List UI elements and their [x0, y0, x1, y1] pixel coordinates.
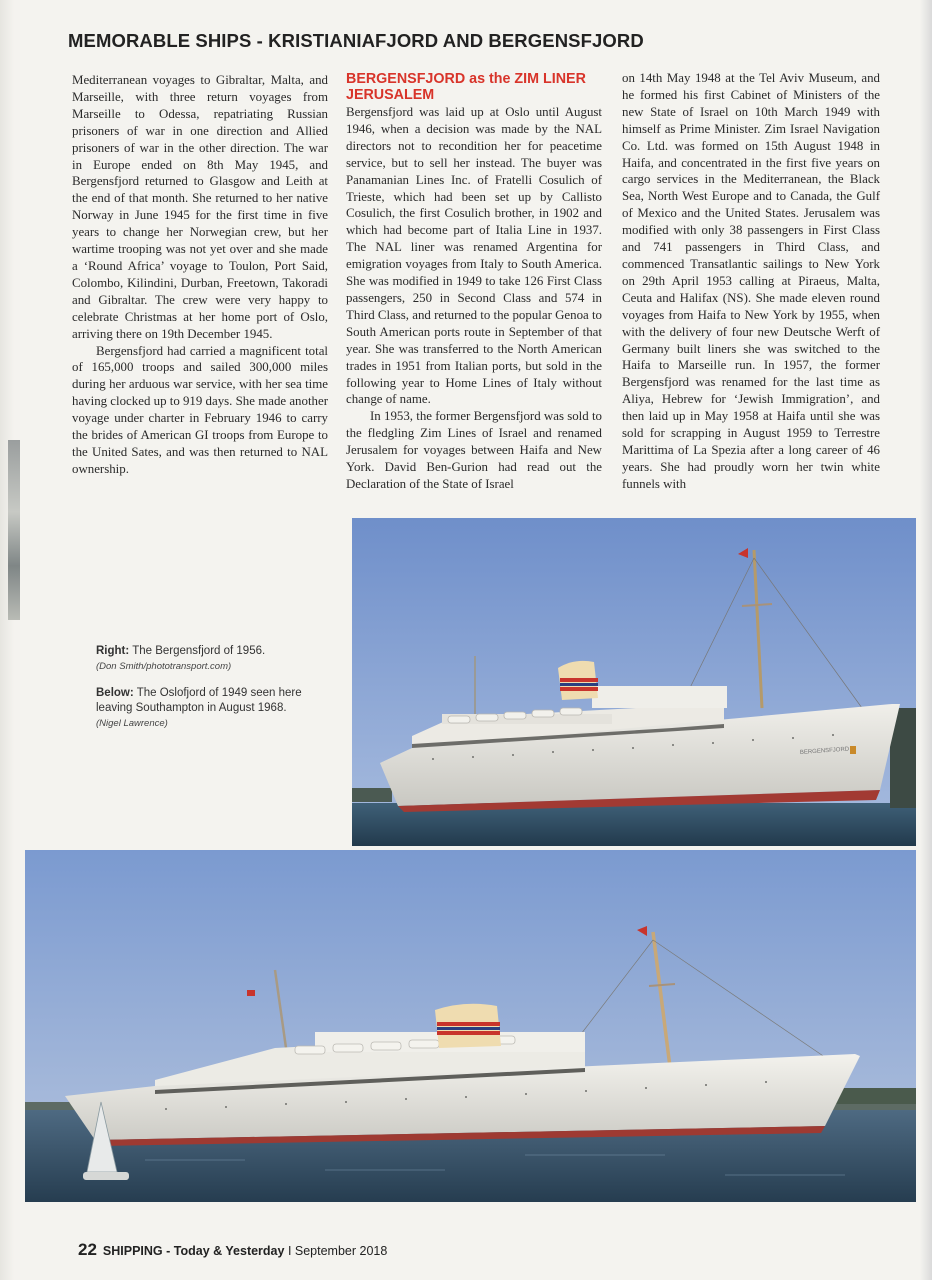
caption-text: The Bergensfjord of 1956.: [129, 645, 266, 657]
photo-captions: [96, 644, 336, 731]
paragraph: In 1953, the former Bergensfjord was sold to the fledgling Zim Lines of Israel and renamed Jerusalem for voyages between Haifa and New York. David Ben-Gurion had read out the Declaration of the State of Israel: [346, 409, 602, 491]
photo-bergensfjord: [352, 518, 916, 846]
issue-date: I September 2018: [284, 1244, 388, 1258]
photo-credit: (Don Smith/phototransport.com): [96, 661, 232, 672]
text-column-2: [346, 71, 602, 493]
page-footer: [78, 1240, 387, 1260]
page-gutter: [0, 0, 14, 1280]
caption-below: [96, 686, 336, 716]
paragraph: Mediterranean voyages to Gibraltar, Malta, and Marseille, with three return voyages from Marseille to Odessa, repatriating Russian prisoners of war in one direction and Allied prisoners of war in the other direction. The war in Europe ended on 8th May 1945, and Bergensfjord returned to Glasgow and Leith at the end of that month. She returned to her native Norway in June 1945 for the first time in five years to change her Norwegian crew, but her wartime trooping was not yet over and she made a ‘Round Africa’ voyage to Toulon, Port Said, Colombo, Kilindini, Durban, Freetown, Takoradi and Gibraltar. The crew were very happy to celebrate Christmas at her home port of Oslo, arriving there on 19th December 1945.: [72, 73, 328, 341]
section-subheading: BERGENSFJORD as the ZIM LINER JERUSALEM: [346, 71, 586, 103]
photo-oslofjord: [25, 850, 916, 1202]
hull-name: BERGENSFJORD: [799, 746, 850, 756]
page-number: 22: [78, 1240, 97, 1259]
article-headline: MEMORABLE SHIPS - KRISTIANIAFJORD AND BERGENSFJORD: [68, 30, 644, 51]
caption-right: [96, 644, 336, 659]
paragraph: on 14th May 1948 at the Tel Aviv Museum, and he formed his first Cabinet of Ministers of the new State of Israel on 10th March 1949 with himself as Prime Minister. Zim Israel Navigation Co. Ltd. was formed on 15th August 1948 in Haifa, and concentrated in the first five years on cargo services in the Mediterranean, the Black Sea, North West Europe and to Canada, the Gulf of Mexico and the United States. Jerusalem was modified with only 38 passengers in First Class and 741 passengers in Third Class, and commenced Transatlantic sailings to New York on 29th April 1953 calling at Piraeus, Malta, Ceuta and Halifax (NS). She made eleven round voyages from Haifa to New York by 1955, when with the delivery of four new Deutsche Werft of Germany built liners she was switched to the Haifa to Marseille run. In 1957, the former Bergensfjord was renamed for the last time as Aliya, Hebrew for ‘Jewish Immigration’, and then laid up in May 1958 at Haifa until she was sold for scrapping in August 1959 to Terrestre Marittima of La Spezia after a long career of 46 years. She had proudly worn her twin white funnels with: [622, 71, 880, 491]
caption-label: Below:: [96, 687, 134, 699]
caption-label: Right:: [96, 645, 130, 657]
text-column-1: [72, 72, 328, 478]
photo-credit: (Nigel Lawrence): [96, 718, 168, 729]
text-column-3: [622, 70, 880, 493]
caption-text: The Oslofjord of 1949 seen here leaving Southampton in August 1968.: [96, 687, 302, 714]
paragraph: Bergensfjord was laid up at Oslo until August 1946, when a decision was made by the NAL directors not to recondition her for peacetime service, but to sell her instead. The buyer was Panamanian Lines Inc. of Fratelli Cosulich of Trieste, which had been set up by Callisto Cosulich, the first Cosulich brother, in 1902 and which had become part of Italia Line in 1937. The NAL liner was renamed Argentina for emigration voyages from Italy to South America. She was modified in 1949 to take 126 First Class passengers, 250 in Second Class and 574 in Third Class, and returned to the popular Genoa to South American ports route in September of that year. She was transferred to the North American trades in 1951 from Italian ports, but sold in the following year to Home Lines of Italy without change of name.: [346, 105, 602, 407]
gutter-photo-edge: [8, 440, 20, 620]
paragraph: Bergensfjord had carried a magnificent total of 165,000 troops and sailed 300,000 miles during her arduous war service, with her sea time having clocked up to 919 days. She made another voyage under charter in February 1946 to carry the brides of American GI troops from Europe to the United Sates, and was then returned to NAL ownership.: [72, 343, 328, 476]
page-edge: [920, 0, 932, 1280]
magazine-title: SHIPPING - Today & Yesterday: [102, 1244, 285, 1258]
